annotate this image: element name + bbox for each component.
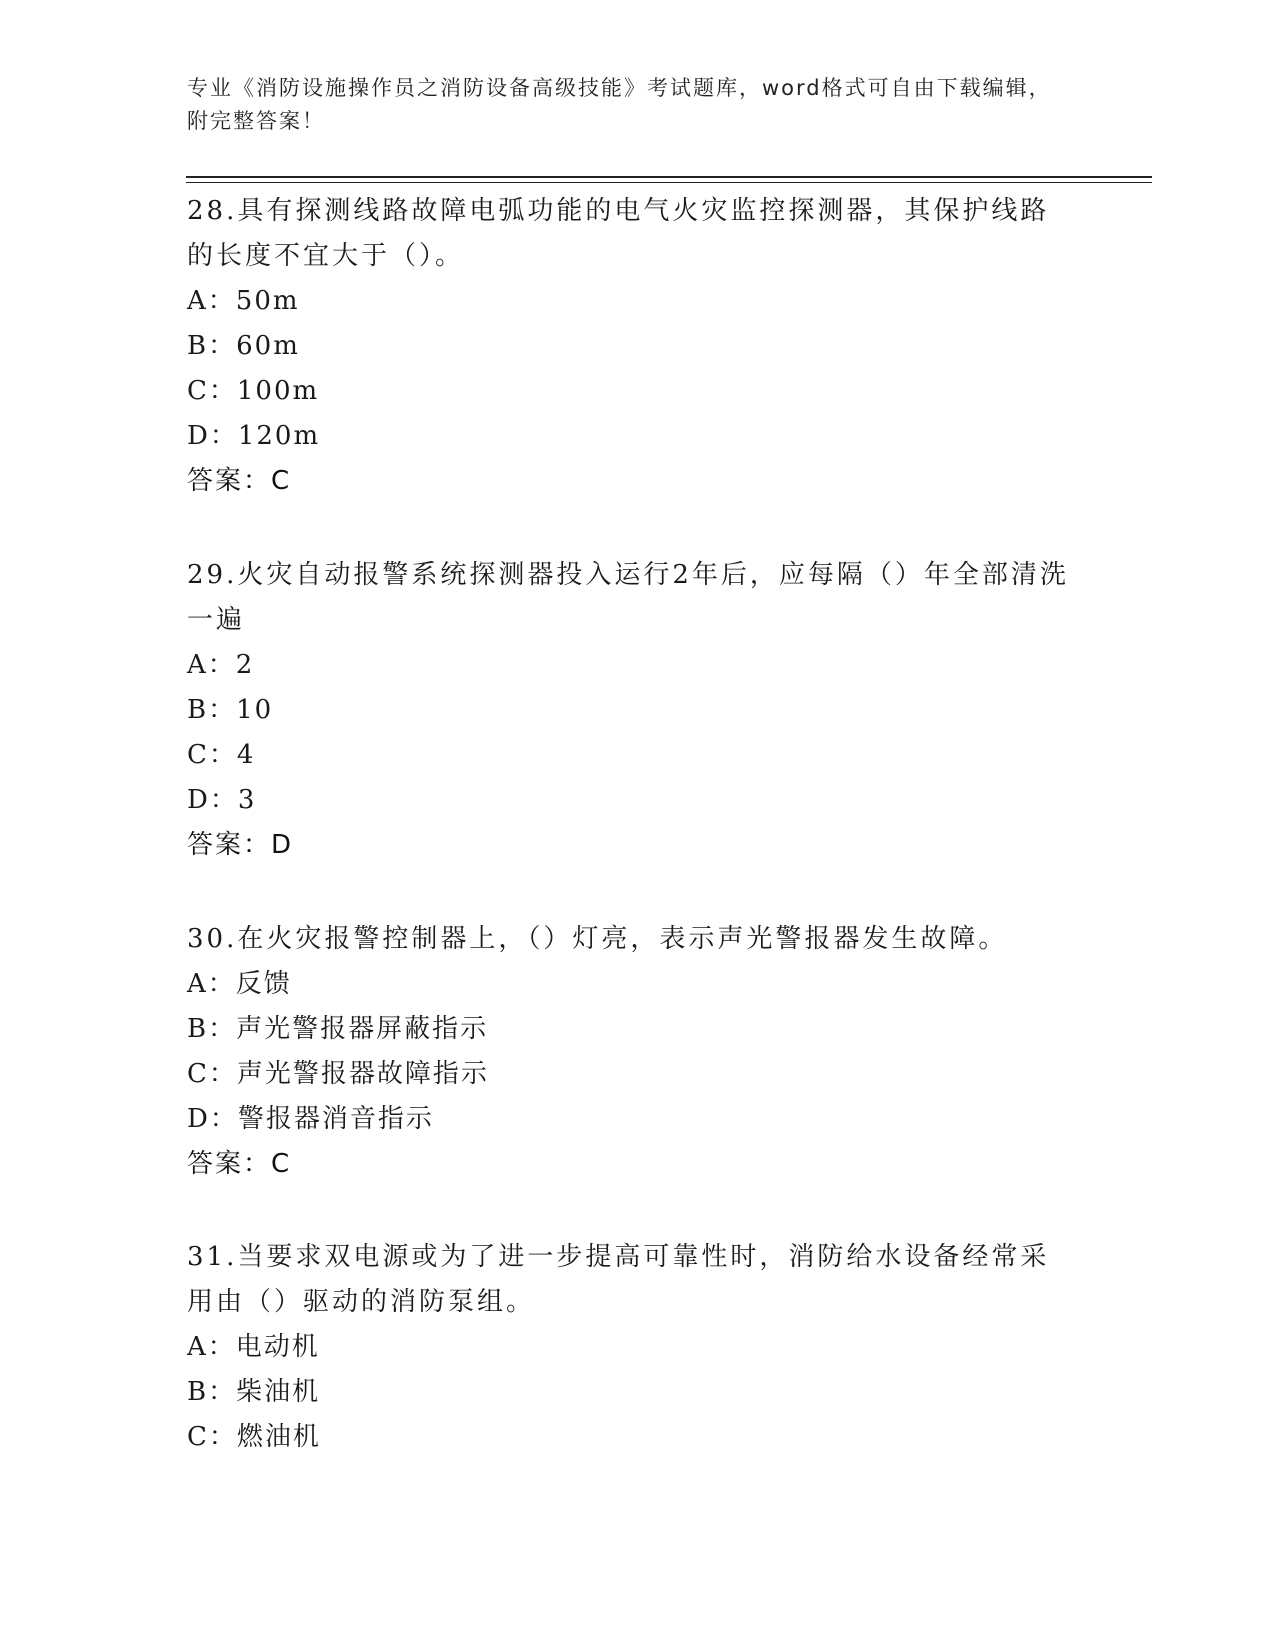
question-stem: 29.火灾自动报警系统探测器投入运行2年后，应每隔（）年全部清洗一遍 [187, 560, 1069, 635]
option-d: D：120m [187, 421, 321, 451]
option-a: A：2 [187, 650, 255, 680]
option-a: A：50m [187, 286, 300, 316]
answer: 答案：C [187, 466, 292, 496]
option-c: C：声光警报器故障指示 [187, 1059, 489, 1089]
header-note: 专业《消防设施操作员之消防设备高级技能》考试题库，word格式可自由下载编辑，附完整答案！ [187, 76, 1052, 133]
option-c: C：100m [187, 376, 320, 406]
question-stem: 31.当要求双电源或为了进一步提高可靠性时，消防给水设备经常采用由（）驱动的消防泵组。 [187, 1242, 1050, 1317]
question-stem: 30.在火灾报警控制器上，（）灯亮，表示声光警报器发生故障。 [187, 924, 1008, 954]
option-b: B：声光警报器屏蔽指示 [187, 1014, 489, 1044]
option-b: B：10 [187, 695, 274, 725]
option-d: D：警报器消音指示 [187, 1104, 434, 1134]
option-b: B：60m [187, 331, 300, 361]
option-a: A：电动机 [187, 1332, 320, 1362]
question-28 [187, 189, 1077, 504]
option-c: C：4 [187, 740, 256, 770]
option-d: D：3 [187, 785, 257, 815]
answer: 答案：D [187, 830, 294, 860]
option-b: B：柴油机 [187, 1377, 321, 1407]
question-29 [187, 553, 1077, 868]
header-divider-thick [186, 176, 1152, 178]
option-a: A：反馈 [187, 969, 292, 999]
question-31 [187, 1235, 1077, 1460]
question-30 [187, 917, 1077, 1187]
question-stem: 28.具有探测线路故障电弧功能的电气火灾监控探测器，其保护线路的长度不宜大于（）。 [187, 196, 1050, 271]
answer: 答案：C [187, 1149, 292, 1179]
header-divider-thin [186, 182, 1152, 183]
option-c: C：燃油机 [187, 1422, 321, 1452]
